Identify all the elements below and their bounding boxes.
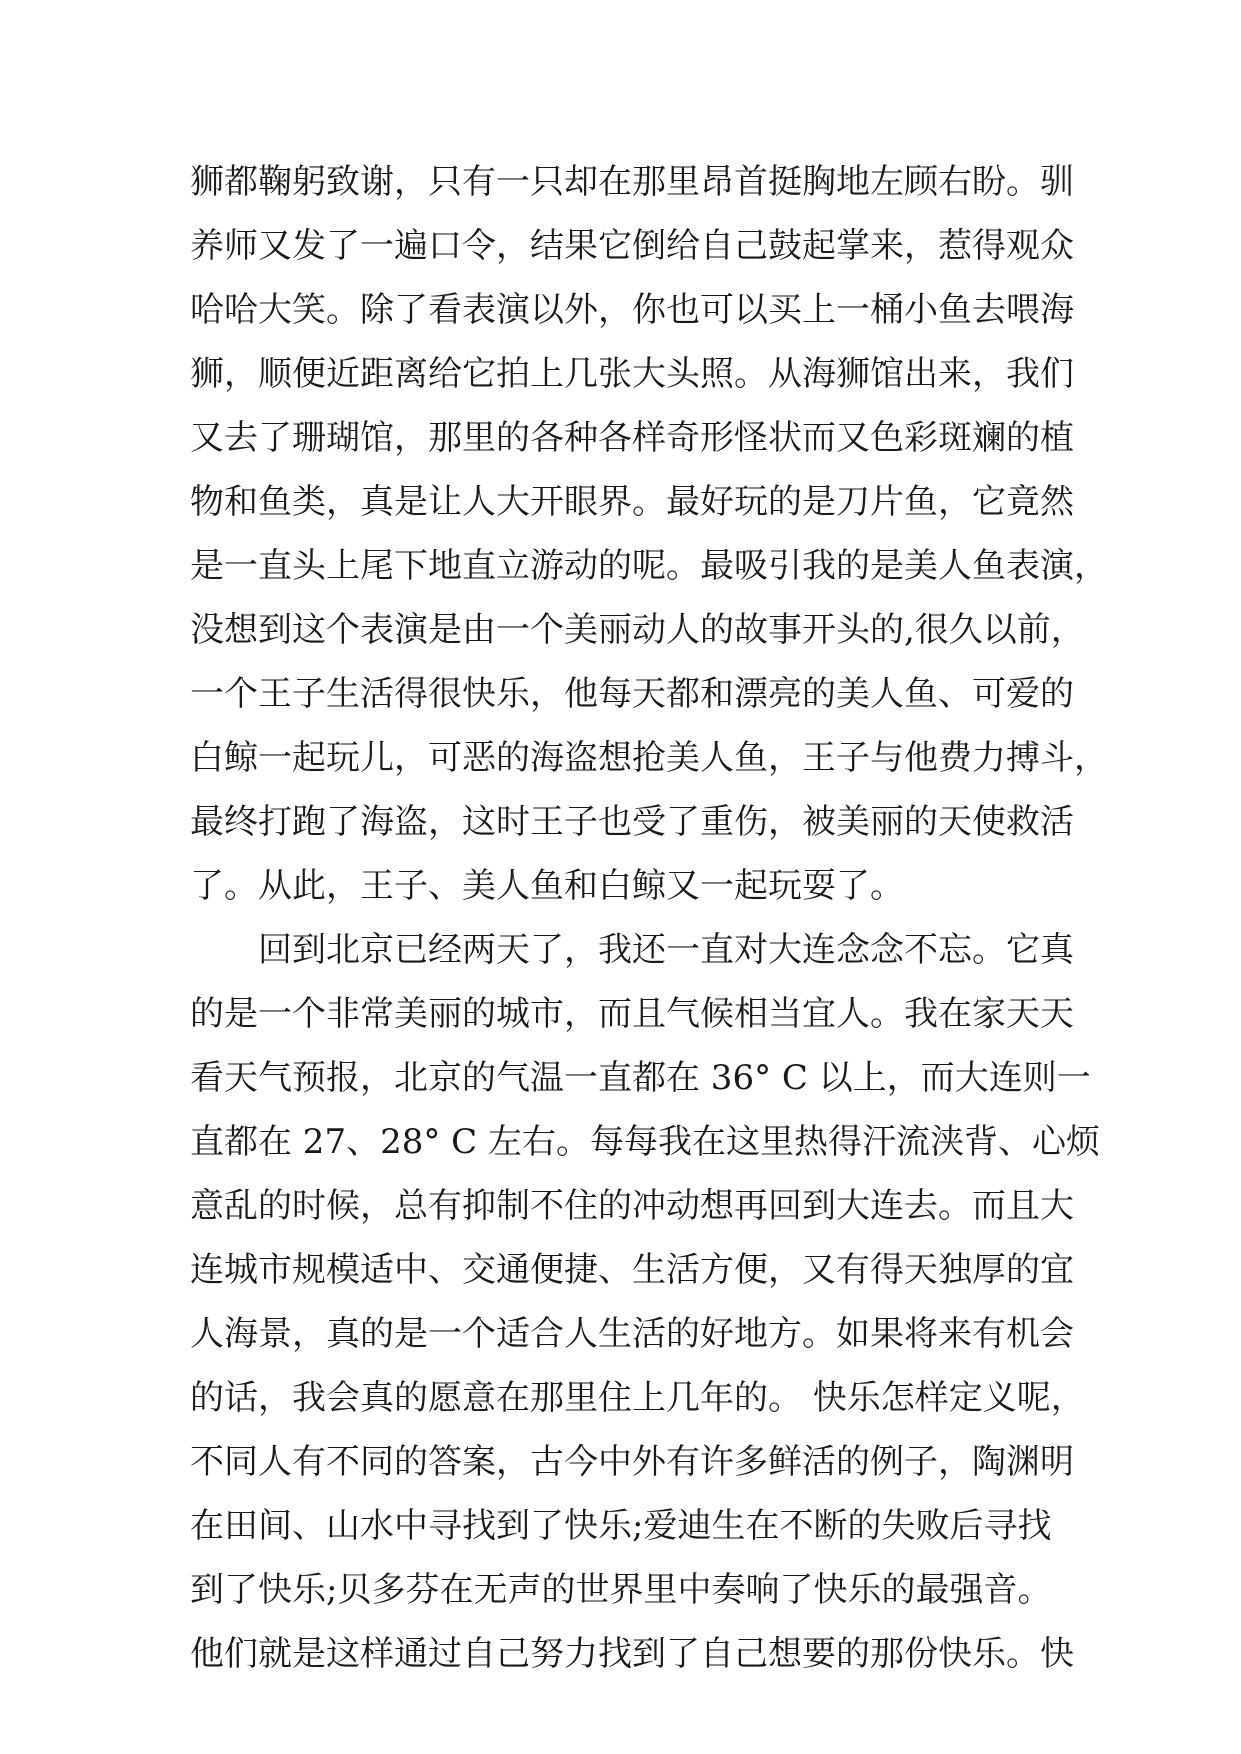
text-line: 最终打跑了海盗，这时王子也受了重伤，被美丽的天使救活 [190,802,1074,842]
text-line: 意乱的时候，总有抑制不住的冲动想再回到大连去。而且大 [190,1186,1074,1226]
text-line: 白鲸一起玩儿，可恶的海盗想抢美人鱼，王子与他费力搏斗， [190,738,1108,778]
text-line: 养师又发了一遍口令，结果它倒给自己鼓起掌来，惹得观众 [190,226,1074,266]
text-line: 物和鱼类，真是让人大开眼界。最好玩的是刀片鱼，它竟然 [190,482,1074,522]
text-line: 在田间、山水中寻找到了快乐;爱迪生在不断的失败后寻找 [190,1506,1052,1546]
text-line: 人海景，真的是一个适合人生活的好地方。如果将来有机会 [190,1314,1074,1354]
text-line: 连城市规模适中、交通便捷、生活方便，又有得天独厚的宜 [190,1250,1074,1290]
paragraph-end-line: 了。从此，王子、美人鱼和白鲸又一起玩耍了。 [190,866,904,906]
text-line: 他们就是这样通过自己努力找到了自己想要的那份快乐。快 [190,1634,1074,1674]
text-line: 到了快乐;贝多芬在无声的世界里中奏响了快乐的最强音。 [190,1570,1052,1610]
body-text [190,150,1108,1686]
text-line: 没想到这个表演是由一个美丽动人的故事开头的,很久以前， [190,610,1085,650]
text-line: 看天气预报，北京的气温一直都在 36° C 以上，而大连则一 [190,1058,1091,1098]
paragraph-start-line: 回到北京已经两天了，我还一直对大连念念不忘。它真 [258,930,1074,970]
text-line: 的话，我会真的愿意在那里住上几年的。 快乐怎样定义呢， [190,1378,1085,1418]
text-line: 狮都鞠躬致谢，只有一只却在那里昂首挺胸地左顾右盼。驯 [190,162,1074,202]
text-line: 是一直头上尾下地直立游动的呢。最吸引我的是美人鱼表演， [190,546,1108,586]
text-line: 直都在 27、28° C 左右。每每我在这里热得汗流浃背、心烦 [190,1122,1100,1162]
text-line: 的是一个非常美丽的城市，而且气候相当宜人。我在家天天 [190,994,1074,1034]
text-line: 狮，顺便近距离给它拍上几张大头照。从海狮馆出来，我们 [190,354,1074,394]
text-line: 一个王子生活得很快乐，他每天都和漂亮的美人鱼、可爱的 [190,674,1074,714]
text-line: 哈哈大笑。除了看表演以外，你也可以买上一桶小鱼去喂海 [190,290,1074,330]
text-line: 又去了珊瑚馆，那里的各种各样奇形怪状而又色彩斑斓的植 [190,418,1074,458]
text-line: 不同人有不同的答案，古今中外有许多鲜活的例子，陶渊明 [190,1442,1074,1482]
